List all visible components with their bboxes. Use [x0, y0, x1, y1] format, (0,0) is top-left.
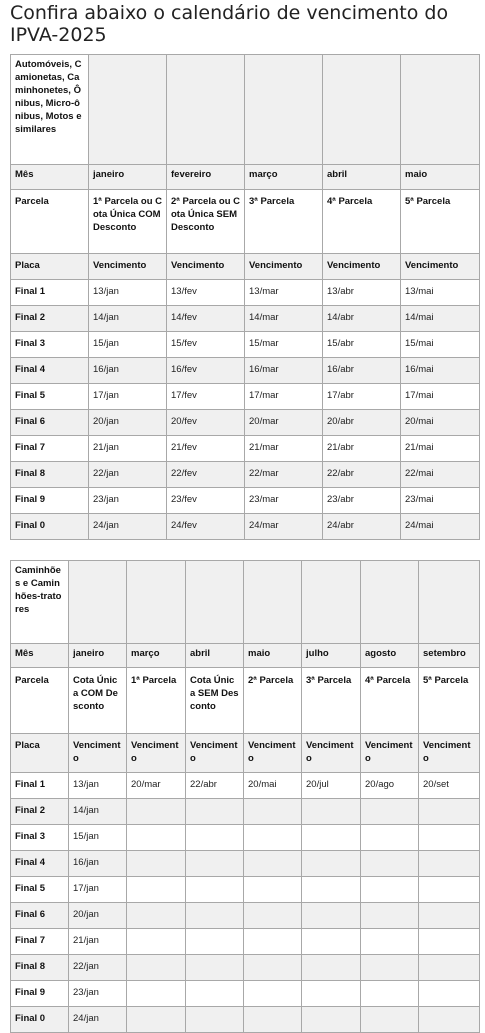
due-date-cell: 16/abr	[323, 358, 401, 384]
due-date-cell	[244, 799, 302, 825]
vencimento-header-cell: Vencimento	[89, 254, 167, 280]
due-date-cell: 20/jan	[89, 410, 167, 436]
due-date-cell: 20/fev	[167, 410, 245, 436]
placa-label: Placa	[11, 254, 89, 280]
month-cell: março	[127, 644, 186, 668]
placa-final-cell: Final 5	[11, 877, 69, 903]
due-date-cell	[419, 1007, 480, 1033]
month-label: Mês	[11, 165, 89, 190]
table-header-row	[11, 55, 480, 165]
due-date-cell: 20/mai	[244, 773, 302, 799]
due-date-cell: 16/mai	[401, 358, 480, 384]
due-date-cell: 15/jan	[89, 332, 167, 358]
placa-final-cell: Final 4	[11, 358, 89, 384]
vencimento-header-cell: Vencimento	[361, 734, 419, 773]
due-date-cell	[244, 825, 302, 851]
parcela-row	[11, 190, 480, 254]
due-date-cell	[127, 1007, 186, 1033]
due-date-cell: 22/jan	[69, 955, 127, 981]
due-date-cell: 21/mar	[245, 436, 323, 462]
due-date-cell: 20/jul	[302, 773, 361, 799]
header-empty-cell	[89, 55, 167, 165]
page-title: Confira abaixo o calendário de vencimento do IPVA-2025	[10, 2, 449, 46]
parcela-cell: 4ª Parcela	[323, 190, 401, 254]
due-date-cell	[127, 955, 186, 981]
month-cell: julho	[302, 644, 361, 668]
parcela-cell: 1ª Parcela	[127, 668, 186, 734]
due-date-cell	[186, 825, 244, 851]
due-date-cell	[186, 1007, 244, 1033]
due-date-cell	[361, 825, 419, 851]
vencimento-header-cell: Vencimento	[244, 734, 302, 773]
due-date-cell	[244, 851, 302, 877]
due-date-cell	[302, 799, 361, 825]
table-row	[11, 903, 480, 929]
placa-final-cell: Final 7	[11, 929, 69, 955]
parcela-cell: 5ª Parcela	[401, 190, 480, 254]
placa-final-cell: Final 9	[11, 981, 69, 1007]
table-row	[11, 877, 480, 903]
due-date-cell: 15/fev	[167, 332, 245, 358]
due-date-cell: 21/jan	[69, 929, 127, 955]
due-date-cell	[127, 929, 186, 955]
due-date-cell: 24/abr	[323, 514, 401, 540]
table-row	[11, 981, 480, 1007]
due-date-cell: 20/mar	[245, 410, 323, 436]
due-date-cell	[419, 903, 480, 929]
due-date-cell	[302, 825, 361, 851]
due-date-cell	[419, 799, 480, 825]
table-row	[11, 280, 480, 306]
vencimento-header-cell: Vencimento	[401, 254, 480, 280]
table-row	[11, 955, 480, 981]
due-date-cell	[419, 825, 480, 851]
placa-final-cell: Final 0	[11, 1007, 69, 1033]
due-date-cell	[302, 929, 361, 955]
placa-final-cell: Final 9	[11, 488, 89, 514]
due-date-cell	[186, 799, 244, 825]
due-date-cell	[244, 903, 302, 929]
due-date-cell	[419, 929, 480, 955]
due-date-cell: 20/jan	[69, 903, 127, 929]
due-date-cell: 17/abr	[323, 384, 401, 410]
due-date-cell: 15/mar	[245, 332, 323, 358]
due-date-cell: 14/fev	[167, 306, 245, 332]
due-date-cell: 22/fev	[167, 462, 245, 488]
due-date-cell	[127, 799, 186, 825]
due-date-cell	[302, 955, 361, 981]
header-empty-cell	[302, 561, 361, 644]
parcela-row	[11, 668, 480, 734]
header-empty-cell	[167, 55, 245, 165]
due-date-cell: 17/mai	[401, 384, 480, 410]
vencimento-header-cell: Vencimento	[127, 734, 186, 773]
due-date-cell: 14/abr	[323, 306, 401, 332]
due-date-cell: 22/abr	[323, 462, 401, 488]
due-date-cell	[186, 851, 244, 877]
due-date-cell	[361, 981, 419, 1007]
due-date-cell	[419, 851, 480, 877]
due-date-cell	[244, 929, 302, 955]
due-date-cell	[244, 955, 302, 981]
due-date-cell: 22/mai	[401, 462, 480, 488]
placa-final-cell: Final 0	[11, 514, 89, 540]
due-date-cell: 17/jan	[89, 384, 167, 410]
parcela-label: Parcela	[11, 190, 89, 254]
table-row	[11, 410, 480, 436]
due-date-cell: 17/mar	[245, 384, 323, 410]
due-date-cell: 24/mai	[401, 514, 480, 540]
month-cell: fevereiro	[167, 165, 245, 190]
due-date-cell	[302, 903, 361, 929]
month-cell: maio	[401, 165, 480, 190]
vehicle-category-label: Caminhões e Caminhões-tratores	[11, 561, 69, 644]
due-date-cell: 14/mar	[245, 306, 323, 332]
due-date-cell: 16/jan	[89, 358, 167, 384]
table-row	[11, 1007, 480, 1033]
month-row	[11, 644, 480, 668]
due-date-cell	[186, 903, 244, 929]
due-date-cell: 15/abr	[323, 332, 401, 358]
month-label: Mês	[11, 644, 69, 668]
due-date-cell: 24/fev	[167, 514, 245, 540]
month-cell: janeiro	[89, 165, 167, 190]
month-cell: agosto	[361, 644, 419, 668]
due-date-cell: 22/abr	[186, 773, 244, 799]
due-date-cell: 16/jan	[69, 851, 127, 877]
placa-final-cell: Final 6	[11, 410, 89, 436]
vencimento-header-cell: Vencimento	[302, 734, 361, 773]
placa-final-cell: Final 2	[11, 306, 89, 332]
vehicle-category-label: Automóveis, Camionetas, Caminhonetes, Ônibus, Micro-ônibus, Motos e similares	[11, 55, 89, 165]
month-cell: abril	[186, 644, 244, 668]
due-date-cell	[186, 981, 244, 1007]
due-date-cell	[361, 799, 419, 825]
month-row	[11, 165, 480, 190]
header-empty-cell	[127, 561, 186, 644]
due-date-cell	[419, 955, 480, 981]
placa-final-cell: Final 3	[11, 332, 89, 358]
parcela-cell: 2ª Parcela	[244, 668, 302, 734]
placa-final-cell: Final 4	[11, 851, 69, 877]
placa-final-cell: Final 1	[11, 280, 89, 306]
due-date-cell	[244, 877, 302, 903]
table-row	[11, 799, 480, 825]
due-date-cell: 13/mai	[401, 280, 480, 306]
parcela-cell: Cota Única SEM Desconto	[186, 668, 244, 734]
table-header-row	[11, 561, 480, 644]
vencimento-header-cell: Vencimento	[186, 734, 244, 773]
header-empty-cell	[419, 561, 480, 644]
parcela-label: Parcela	[11, 668, 69, 734]
due-date-cell	[244, 1007, 302, 1033]
placa-final-cell: Final 1	[11, 773, 69, 799]
month-cell: abril	[323, 165, 401, 190]
due-date-cell: 15/jan	[69, 825, 127, 851]
due-date-cell	[186, 877, 244, 903]
header-empty-cell	[401, 55, 480, 165]
due-date-cell: 24/jan	[89, 514, 167, 540]
due-date-cell	[419, 981, 480, 1007]
table-row	[11, 773, 480, 799]
table-row	[11, 384, 480, 410]
placa-header-row	[11, 254, 480, 280]
due-date-cell	[302, 981, 361, 1007]
placa-final-cell: Final 3	[11, 825, 69, 851]
due-date-cell	[361, 955, 419, 981]
table-body	[11, 561, 480, 1033]
due-date-cell: 13/jan	[89, 280, 167, 306]
due-date-cell: 20/ago	[361, 773, 419, 799]
table-row	[11, 436, 480, 462]
due-date-cell: 15/mai	[401, 332, 480, 358]
due-date-cell: 24/jan	[69, 1007, 127, 1033]
due-date-cell	[361, 903, 419, 929]
vencimento-header-cell: Vencimento	[419, 734, 480, 773]
table-row	[11, 514, 480, 540]
placa-header-row	[11, 734, 480, 773]
vencimento-header-cell: Vencimento	[167, 254, 245, 280]
parcela-cell: 3ª Parcela	[245, 190, 323, 254]
due-date-cell: 20/mar	[127, 773, 186, 799]
due-date-cell: 17/jan	[69, 877, 127, 903]
header-empty-cell	[323, 55, 401, 165]
due-date-cell: 22/mar	[245, 462, 323, 488]
parcela-cell: 1ª Parcela ou Cota Única COMDesconto	[89, 190, 167, 254]
vencimento-header-cell: Vencimento	[245, 254, 323, 280]
month-cell: maio	[244, 644, 302, 668]
due-date-cell: 13/fev	[167, 280, 245, 306]
due-date-cell	[127, 877, 186, 903]
due-date-cell: 21/jan	[89, 436, 167, 462]
due-date-cell: 14/jan	[89, 306, 167, 332]
due-date-cell: 24/mar	[245, 514, 323, 540]
due-date-cell: 13/mar	[245, 280, 323, 306]
due-date-cell: 21/mai	[401, 436, 480, 462]
header-empty-cell	[69, 561, 127, 644]
due-date-cell: 20/set	[419, 773, 480, 799]
due-date-cell	[361, 1007, 419, 1033]
table-row	[11, 825, 480, 851]
due-date-cell	[186, 929, 244, 955]
table-row	[11, 306, 480, 332]
due-date-cell: 17/fev	[167, 384, 245, 410]
table-row	[11, 929, 480, 955]
table-row	[11, 488, 480, 514]
due-date-cell: 13/jan	[69, 773, 127, 799]
header-empty-cell	[361, 561, 419, 644]
parcela-cell: 4ª Parcela	[361, 668, 419, 734]
placa-final-cell: Final 5	[11, 384, 89, 410]
due-date-cell	[127, 903, 186, 929]
due-date-cell	[127, 851, 186, 877]
due-date-cell	[127, 981, 186, 1007]
due-date-cell: 21/abr	[323, 436, 401, 462]
due-date-cell	[244, 981, 302, 1007]
header-empty-cell	[245, 55, 323, 165]
due-date-cell	[419, 877, 480, 903]
due-date-cell: 22/jan	[89, 462, 167, 488]
due-date-cell: 23/abr	[323, 488, 401, 514]
header-empty-cell	[186, 561, 244, 644]
placa-final-cell: Final 2	[11, 799, 69, 825]
placa-final-cell: Final 8	[11, 462, 89, 488]
table-row	[11, 851, 480, 877]
due-date-cell: 23/jan	[69, 981, 127, 1007]
placa-final-cell: Final 7	[11, 436, 89, 462]
month-cell: setembro	[419, 644, 480, 668]
due-date-cell: 13/abr	[323, 280, 401, 306]
due-date-cell	[302, 1007, 361, 1033]
due-date-cell: 23/mai	[401, 488, 480, 514]
table-row	[11, 462, 480, 488]
vencimento-table-caminhoes	[10, 560, 480, 1033]
placa-label: Placa	[11, 734, 69, 773]
due-date-cell	[127, 825, 186, 851]
due-date-cell: 16/mar	[245, 358, 323, 384]
header-empty-cell	[244, 561, 302, 644]
due-date-cell: 20/abr	[323, 410, 401, 436]
due-date-cell	[361, 877, 419, 903]
table-row	[11, 358, 480, 384]
parcela-cell: Cota Única COM Desconto	[69, 668, 127, 734]
parcela-cell: 2ª Parcela ou Cota Única SEM Desconto	[167, 190, 245, 254]
placa-final-cell: Final 8	[11, 955, 69, 981]
due-date-cell: 20/mai	[401, 410, 480, 436]
vencimento-header-cell: Vencimento	[69, 734, 127, 773]
parcela-cell: 3ª Parcela	[302, 668, 361, 734]
due-date-cell: 16/fev	[167, 358, 245, 384]
due-date-cell: 23/jan	[89, 488, 167, 514]
month-cell: março	[245, 165, 323, 190]
vencimento-header-cell: Vencimento	[323, 254, 401, 280]
table-row	[11, 332, 480, 358]
table-body	[11, 55, 480, 540]
due-date-cell	[302, 851, 361, 877]
due-date-cell: 23/mar	[245, 488, 323, 514]
due-date-cell	[302, 877, 361, 903]
due-date-cell: 23/fev	[167, 488, 245, 514]
due-date-cell	[186, 955, 244, 981]
due-date-cell	[361, 851, 419, 877]
due-date-cell: 21/fev	[167, 436, 245, 462]
parcela-cell: 5ª Parcela	[419, 668, 480, 734]
placa-final-cell: Final 6	[11, 903, 69, 929]
due-date-cell: 14/mai	[401, 306, 480, 332]
vencimento-table-automoveis	[10, 54, 480, 540]
month-cell: janeiro	[69, 644, 127, 668]
due-date-cell: 14/jan	[69, 799, 127, 825]
due-date-cell	[361, 929, 419, 955]
